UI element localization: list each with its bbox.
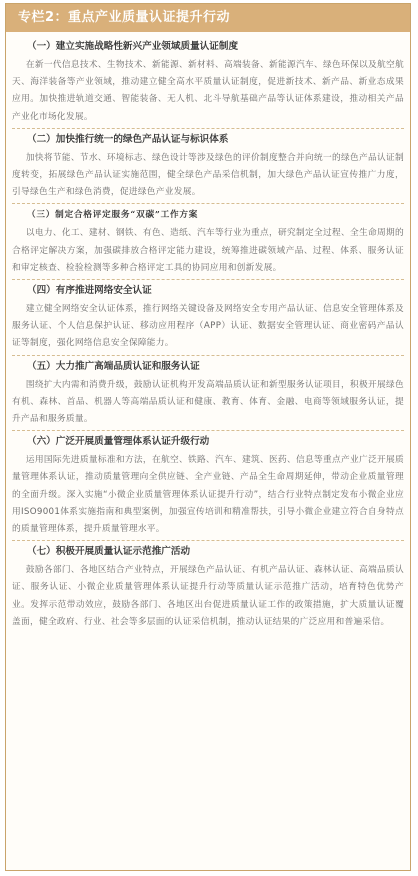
section-heading: （五）大力推广高端品质认证和服务认证 — [27, 360, 200, 372]
section-5 — [12, 360, 404, 432]
section-body: 建立健全网络安全认证体系，推行网络关键设备及网络安全专用产品认证、信息安全管理体系及服务认证、个人信息保护认证、移动应用程序（APP）认证、数据安全管理认证、商业密码产品认证等制度，强化网络信息安全保障能力。 — [12, 304, 404, 349]
section-body: 鼓励各部门、各地区结合产业特点，开展绿色产品认证、有机产品认证、森林认证、高端品质认证、服务认证、小微企业质量管理体系认证提升行动等质量认证示范推广活动，培育特色优势产业。发挥示范带动效应，鼓励各部门、各地区出台促进质量认证工作的政策措施，扩大质量认证覆盖面，健全政府、行业、社会等多层面的认证采信机制，推动认证结果的广泛应用和普遍采信。 — [12, 565, 404, 627]
column-box — [5, 3, 411, 871]
section-heading: （六）广泛开展质量管理体系认证升级行动 — [27, 436, 210, 448]
section-body: 以电力、化工、建材、钢铁、有色、造纸、汽车等行业为重点，研究制定全过程、全生命周期的合格评定解决方案，加强碳排放合格评定能力建设，统筹推进碳领域产品、过程、体系、服务认证和审定核查、检验检测等多种合格评定工具的协同应用和创新发展。 — [12, 228, 404, 273]
column-title: 专栏2：重点产业质量认证提升行动 — [6, 4, 410, 32]
section-1 — [12, 40, 404, 129]
section-7 — [12, 545, 404, 633]
section-body: 运用国际先进质量标准和方法，在航空、铁路、汽车、建筑、医药、信息等重点产业广泛开展质量管理体系认证，推动质量管理向全供应链、全产业链、产品全生命周期延伸，带动企业质量管理的全面升级。深入实施“小微企业质量管理体系认证提升行动”，结合行业特点制定发布小微企业应用ISO9001体系实施指南和典型案例，加强宣传培训和精准帮扶，引导小微企业建立符合自身特点的质量管理体系，提升质量管理水平。 — [12, 455, 404, 535]
section-heading: （二）加快推行统一的绿色产品认证与标识体系 — [27, 133, 229, 145]
section-6 — [12, 435, 404, 541]
section-4 — [12, 284, 404, 356]
section-heading: （七）积极开展质量认证示范推广活动 — [27, 546, 191, 558]
section-heading: （四）有序推进网络安全认证 — [27, 285, 152, 297]
section-body: 在新一代信息技术、生物技术、新能源、新材料、高端装备、新能源汽车、绿色环保以及航空航天、海洋装备等产业领域，推动建立健全高水平质量认证制度，促进新技术、新产品、新业态成果应用。加快推进轨道交通、智能装备、无人机、北斗导航基础产品等认证体系建设，推动相关产品产业化市场化发展。 — [12, 60, 404, 122]
section-heading: （一）建立实施战略性新兴产业领域质量认证制度 — [27, 41, 239, 52]
section-heading: （三）制定合格评定服务“双碳”工作方案 — [27, 210, 199, 221]
section-body: 围绕扩大内需和消费升级，鼓励认证机构开发高端品质认证和新型服务认证项目，积极开展绿色有机、森林、首品、机器人等高端品质认证和健康、教育、体育、金融、电商等领域服务认证，提升产品和服务质量。 — [12, 379, 404, 425]
section-body: 加快将节能、节水、环境标志、绿色设计等涉及绿色的评价制度整合并向统一的绿色产品认证制度转变，拓展绿色产品认证实施范围，健全绿色产品采信机制，加大绿色产品认证宣传推广力度，引导绿色生产和绿色消费，促进绿色产业发展。 — [12, 152, 404, 198]
column-content — [6, 32, 410, 633]
section-3 — [12, 208, 404, 280]
section-2 — [12, 133, 404, 205]
